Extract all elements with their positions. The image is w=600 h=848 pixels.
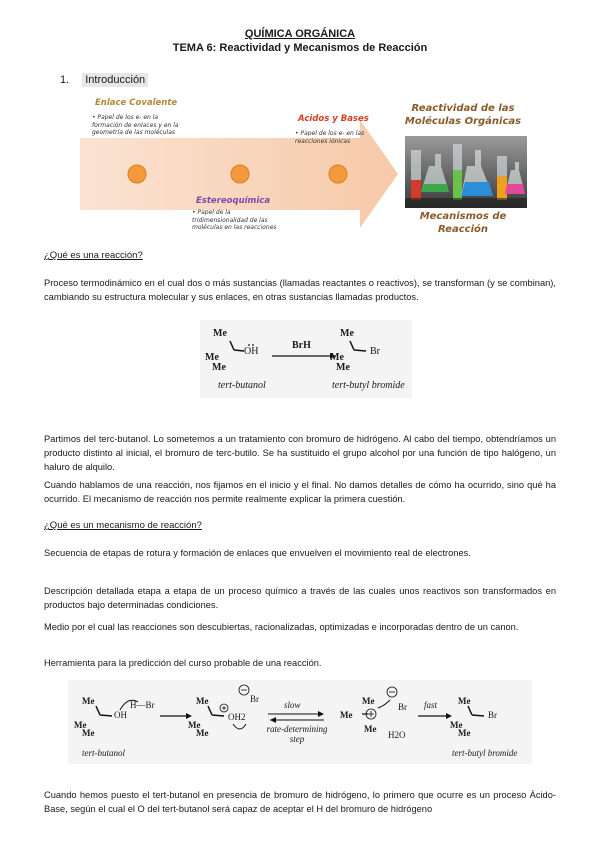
timeline-item-1-text: • Papel de los e- en la formación de enlaces y en la geometría de las moléculas — [92, 114, 179, 136]
scheme2-me-3b: Me — [340, 710, 353, 720]
section-number: 1. — [60, 74, 70, 86]
paragraph-mechanism-means: Medio por el cual las reacciones son descubiertas, racionalizadas, optimizadas e incorporadas dentro de un canon. — [44, 622, 519, 632]
scheme1-me-top: Me — [213, 328, 227, 339]
question-what-is-mechanism: ¿Qué es un mecanismo de reacción? — [44, 520, 202, 531]
scheme2-br-anion-2: Br — [398, 702, 407, 712]
paragraph-reaction-definition: Proceso termodinámico en el cual dos o más sustancias (llamadas reactantes o reactivos), se transforman (y se combinan), cambiando su estructura molecular y sus enlaces, en otras sustancias llamadas productos. — [44, 278, 556, 302]
paragraph-mechanism-tool: Herramienta para la predicción del curso probable de una reacción. — [44, 658, 322, 668]
scheme2-me-3c: Me — [364, 724, 377, 734]
scheme1-prod-me-left: Me — [330, 352, 344, 363]
timeline-dot-1 — [128, 165, 146, 183]
paragraph-mechanism-sequence: Secuencia de etapas de rotura y formación de enlaces que envuelven el movimiento real de electrones. — [44, 548, 471, 558]
reaction-scheme-2 — [68, 680, 532, 764]
document-topic: TEMA 6: Reactividad y Mecanismos de Reacción — [172, 42, 428, 54]
scheme2-br-product: Br — [488, 710, 497, 720]
scheme2-me-4a: Me — [458, 696, 471, 706]
timeline-item-3-text: • Papel de los e- en las reacciones iónicas — [295, 130, 365, 145]
scheme2-me-1a: Me — [82, 696, 95, 706]
timeline-right-bottom-label: Mecanismos de Reacción — [419, 211, 507, 235]
scheme1-prod-me-top: Me — [340, 328, 354, 339]
paragraph-tert-butanol: Partimos del terc-butanol. Lo sometemos a un tratamiento con bromuro de hidrógeno. Al cabo del tiempo, obtendríamos un producto distinto al inicial, el bromuro de terc-butilo. Se ha sustituido el grupo alcohol por una función de tipo halógeno, un haluro de alquilo. — [44, 434, 556, 472]
timeline-item-1-title: Enlace Covalente — [95, 98, 178, 108]
scheme2-rds-label: rate-determining step — [266, 724, 328, 744]
scheme1-oh: OH — [244, 346, 259, 357]
scheme2-br-anion-1: Br — [250, 694, 259, 704]
scheme2-hbr: H—Br — [130, 700, 155, 710]
scheme2-oh: OH — [114, 710, 127, 720]
timeline-item-2-title: Estereoquímica — [196, 196, 271, 206]
document-subject: QUÍMICA ORGÁNICA — [244, 28, 356, 40]
scheme2-product-name: tert-butyl bromide — [452, 748, 518, 758]
scheme1-product-name: tert-butyl bromide — [332, 380, 405, 391]
question-what-is-reaction: ¿Qué es una reacción? — [44, 250, 143, 261]
section-heading — [60, 74, 148, 86]
reaction-scheme-1 — [200, 320, 412, 398]
paragraph-acid-base: Cuando hemos puesto el tert-butanol en presencia de bromuro de hidrógeno, lo primero que ocurre es un proceso Ácido-Base, según el cual el O del tert-butanol será capaz de aceptar el H del bromuro de hidrógeno — [44, 790, 556, 814]
scheme2-me-1c: Me — [82, 728, 95, 738]
scheme2-me-1b: Me — [74, 720, 87, 730]
scheme1-me-left: Me — [205, 352, 219, 363]
scheme2-slow-label: slow — [284, 700, 301, 710]
scheme2-me-3a: Me — [362, 696, 375, 706]
scheme2-h2o: H2O — [388, 730, 406, 740]
scheme2-me-4b: Me — [450, 720, 463, 730]
paragraph-mechanism-description: Descripción detallada etapa a etapa de un proceso químico a través de las cuales unos reactivos son transformados en productos bajo determinadas condiciones. — [44, 586, 556, 610]
scheme2-me-2c: Me — [196, 728, 209, 738]
paragraph-start-end: Cuando hablamos de una reacción, nos fijamos en el inicio y el final. No damos detalles de cómo ha ocurrido, sino qué ha ocurrido. El mecanismo de reacción nos permite realmente explicar la primera cuestión. — [44, 480, 556, 504]
timeline-dot-3 — [329, 165, 347, 183]
scheme1-reactant-name: tert-butanol — [218, 380, 266, 391]
timeline-item-2-text: • Papel de la tridimensionalidad de las moléculas en las reacciones — [192, 209, 277, 231]
scheme2-oh2: OH2 — [228, 712, 246, 722]
timeline-dot-2 — [231, 165, 249, 183]
scheme1-prod-me-bottom: Me — [336, 362, 350, 373]
scheme1-br: Br — [370, 346, 380, 357]
timeline-item-3-title: Acidos y Bases — [298, 114, 369, 124]
section-title: Introducción — [82, 73, 148, 87]
scheme2-me-2b: Me — [188, 720, 201, 730]
scheme2-fast-label: fast — [424, 700, 438, 710]
flasks-image — [405, 136, 527, 208]
scheme1-reagent: BrH — [292, 340, 311, 351]
scheme1-me-bottom: Me — [212, 362, 226, 373]
scheme2-reactant-name: tert-butanol — [82, 748, 125, 758]
scheme2-me-2a: Me — [196, 696, 209, 706]
timeline-right-top-label: Reactividad de las Moléculas Orgánicas — [404, 103, 522, 127]
timeline-figure — [80, 92, 540, 242]
scheme2-me-4c: Me — [458, 728, 471, 738]
